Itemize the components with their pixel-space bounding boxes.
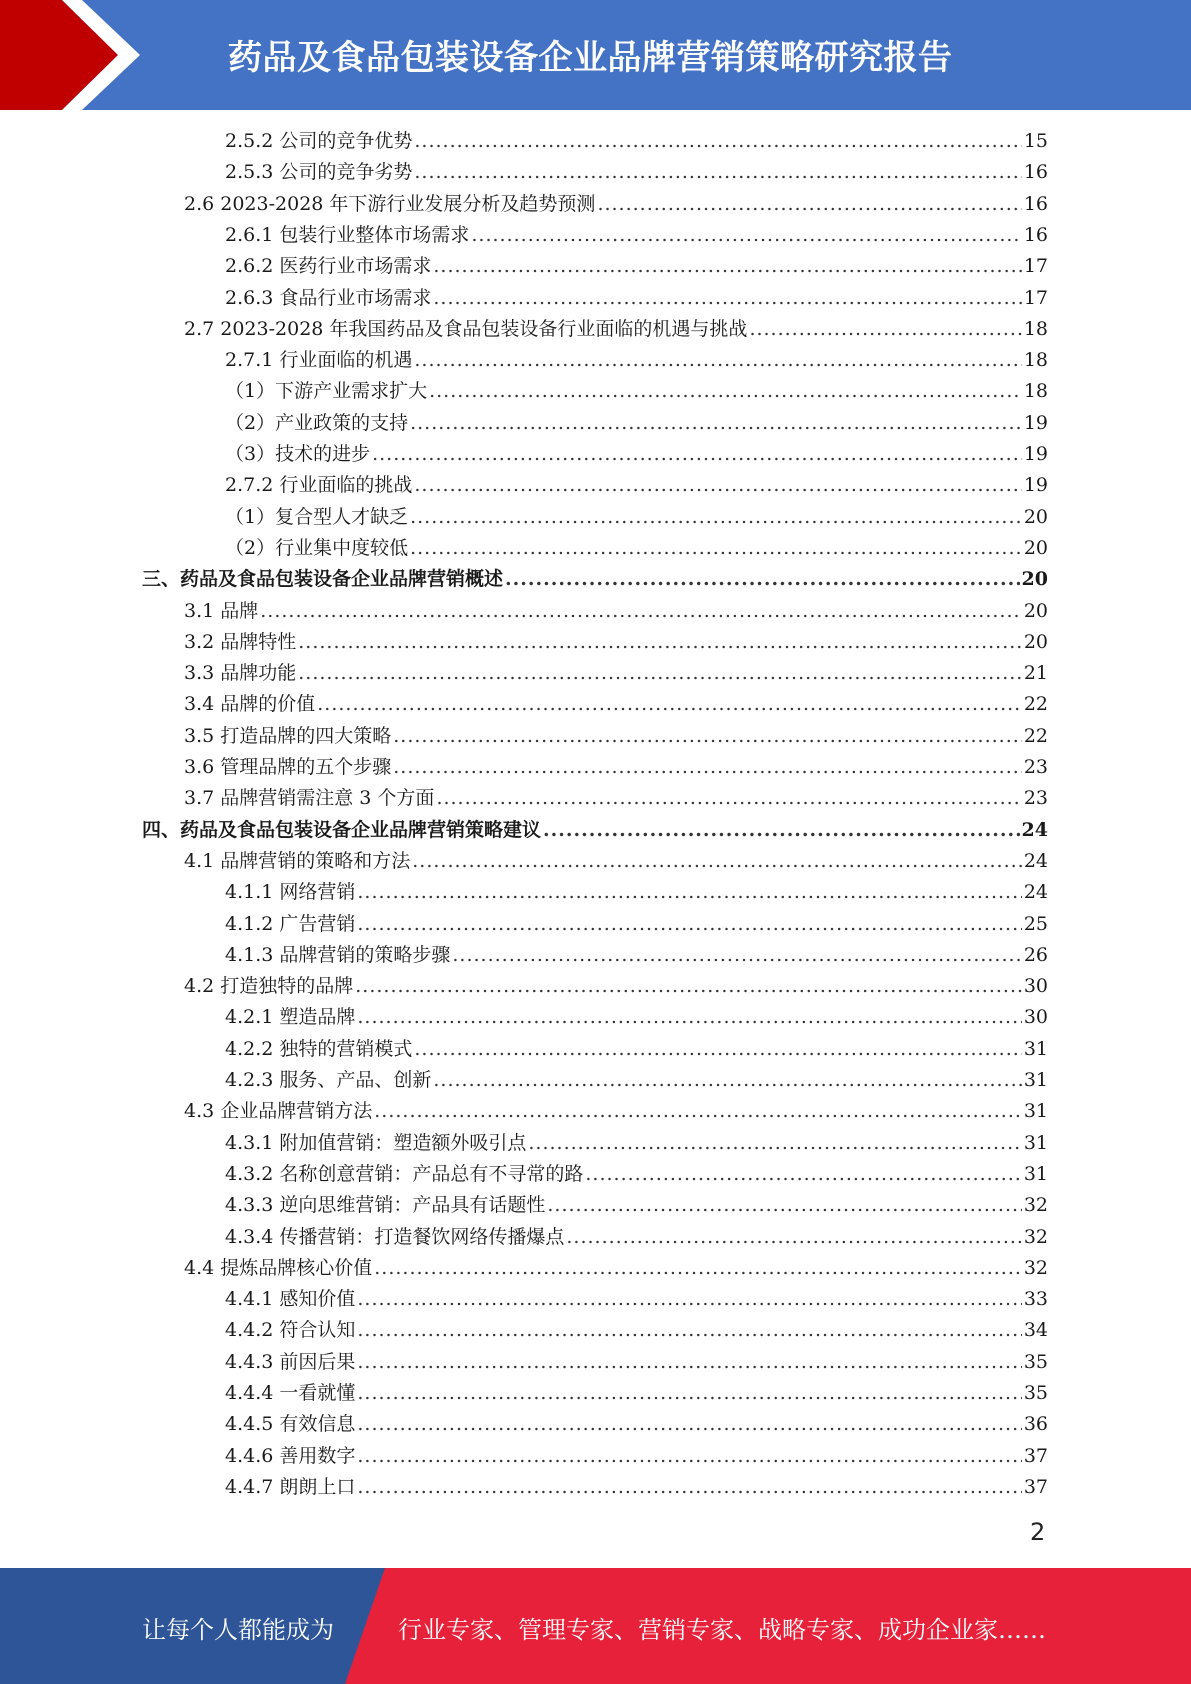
- toc-entry[interactable]: [184, 846, 1048, 877]
- toc-entry[interactable]: [225, 1002, 1048, 1033]
- toc-entry-label: （1）下游产业需求扩大: [225, 380, 428, 403]
- toc-leader-dots: [393, 721, 1022, 752]
- toc-entry[interactable]: [225, 376, 1048, 407]
- toc-entry-page: 19: [1023, 443, 1048, 465]
- toc-leader-dots: [452, 940, 1021, 971]
- toc-entry[interactable]: [184, 189, 1048, 220]
- toc-leader-dots: [414, 345, 1021, 376]
- toc-entry-page: 32: [1023, 1225, 1048, 1248]
- toc-entry-label: 4.3.2 名称创意营销：产品总有不寻常的路: [225, 1162, 584, 1185]
- toc-entry[interactable]: [225, 1034, 1048, 1065]
- toc-entry[interactable]: [184, 971, 1048, 1002]
- toc-leader-dots: [412, 846, 1022, 877]
- toc-entry-label: 4.2 打造独特的品牌: [184, 975, 354, 998]
- toc-entry-page: 20: [1023, 505, 1048, 528]
- toc-entry-page: 32: [1023, 1256, 1048, 1279]
- toc-leader-dots: [357, 877, 1021, 908]
- toc-entry-page: 24: [1021, 818, 1048, 841]
- toc-entry-label: 2.5.3 公司的竞争劣势: [225, 161, 413, 184]
- toc-entry[interactable]: [225, 909, 1048, 940]
- toc-leader-dots: [566, 1222, 1021, 1253]
- toc-entry-label: 4.1.2 广告营销: [225, 912, 356, 935]
- toc-entry-label: 4.1 品牌营销的策略和方法: [184, 849, 411, 872]
- toc-entry-page: 30: [1023, 1006, 1048, 1029]
- toc-entry[interactable]: [225, 1347, 1048, 1378]
- toc-entry-label: 2.7 2023-2028 年我国药品及食品包装设备行业面临的机遇与挑战: [184, 317, 748, 340]
- toc-leader-dots: [585, 1159, 1021, 1190]
- toc-entry-label: （2）行业集中度较低: [225, 536, 409, 559]
- toc-leader-dots: [414, 126, 1021, 157]
- toc-entry[interactable]: [184, 752, 1048, 783]
- toc-leader-dots: [410, 533, 1022, 564]
- toc-entry-page: 16: [1023, 223, 1048, 246]
- toc-entry[interactable]: [225, 408, 1048, 439]
- report-title: 药品及食品包装设备企业品牌营销策略研究报告: [228, 38, 953, 78]
- toc-entry-page: 24: [1023, 849, 1048, 872]
- toc-entry-label: 3.5 打造品牌的四大策略: [184, 724, 392, 747]
- toc-entry-label: 4.3.4 传播营销：打造餐饮网络传播爆点: [225, 1225, 565, 1248]
- toc-entry[interactable]: [142, 815, 1048, 846]
- toc-entry[interactable]: [225, 502, 1048, 533]
- toc-entry-label: 4.4.5 有效信息: [225, 1413, 356, 1436]
- toc-leader-dots: [357, 1002, 1021, 1033]
- toc-leader-dots: [410, 502, 1022, 533]
- toc-leader-dots: [374, 1096, 1022, 1127]
- toc-entry-page: 23: [1023, 756, 1048, 778]
- toc-entry[interactable]: [225, 1409, 1048, 1440]
- toc-entry[interactable]: [184, 721, 1048, 752]
- toc-entry-label: 2.7.2 行业面临的挑战: [225, 474, 413, 497]
- toc-entry-page: 31: [1023, 1100, 1048, 1123]
- toc-leader-dots: [471, 220, 1021, 251]
- toc-entry[interactable]: [184, 783, 1048, 814]
- toc-leader-dots: [505, 564, 1020, 595]
- toc-entry[interactable]: [225, 283, 1048, 314]
- toc-entry[interactable]: [142, 564, 1048, 595]
- toc-entry[interactable]: [184, 689, 1048, 720]
- toc-entry-page: 23: [1023, 787, 1048, 810]
- toc-entry-label: 2.5.2 公司的竞争优势: [225, 130, 413, 152]
- toc-leader-dots: [298, 658, 1022, 689]
- toc-leader-dots: [429, 376, 1022, 407]
- toc-entry-label: 3.7 品牌营销需注意 3 个方面: [184, 787, 435, 810]
- toc-leader-dots: [414, 157, 1021, 188]
- toc-entry-label: 2.6 2023-2028 年下游行业发展分析及趋势预测: [184, 192, 596, 215]
- toc-entry-page: 37: [1023, 1475, 1048, 1498]
- toc-entry-label: 4.4.3 前因后果: [225, 1350, 356, 1373]
- toc-entry-page: 18: [1023, 317, 1048, 340]
- toc-leader-dots: [374, 1253, 1022, 1284]
- toc-entry-page: 20: [1023, 599, 1048, 622]
- toc-entry-label: （3）技术的进步: [225, 443, 371, 465]
- toc-entry[interactable]: [225, 1065, 1048, 1096]
- toc-entry-page: 17: [1023, 286, 1048, 309]
- footer-tagline: 行业专家、管理专家、营销专家、战略专家、成功企业家……: [398, 1616, 1046, 1644]
- toc-entry[interactable]: [225, 1284, 1048, 1315]
- toc-entry-page: 19: [1023, 474, 1048, 497]
- page-header: [0, 0, 1191, 110]
- toc-entry[interactable]: [225, 1472, 1048, 1503]
- toc-leader-dots: [298, 627, 1022, 658]
- toc-entry-label: 2.6.1 包装行业整体市场需求: [225, 223, 470, 246]
- toc-entry[interactable]: [225, 470, 1048, 501]
- toc-entry[interactable]: [225, 251, 1048, 282]
- toc-entry-label: 4.3.1 附加值营销：塑造额外吸引点: [225, 1131, 527, 1154]
- toc-entry-label: 4.4.4 一看就懂: [225, 1382, 356, 1404]
- toc-entry-label: 2.7.1 行业面临的机遇: [225, 349, 413, 372]
- toc-entry-label: 4.4 提炼品牌核心价值: [184, 1256, 373, 1279]
- toc-leader-dots: [433, 1065, 1021, 1096]
- toc-leader-dots: [357, 1315, 1021, 1346]
- toc-leader-dots: [410, 408, 1022, 439]
- toc-leader-dots: [357, 1441, 1021, 1472]
- toc-leader-dots: [597, 189, 1021, 220]
- toc-entry-label: （1）复合型人才缺乏: [225, 505, 409, 528]
- footer-slogan: 让每个人都能成为: [142, 1616, 334, 1644]
- toc-entry-page: 22: [1023, 693, 1048, 716]
- toc-entry[interactable]: [225, 1159, 1048, 1190]
- toc-entry[interactable]: [225, 157, 1048, 188]
- toc-entry[interactable]: [225, 1315, 1048, 1346]
- toc-entry-page: 31: [1023, 1069, 1048, 1091]
- toc-entry[interactable]: [184, 596, 1048, 627]
- toc-entry-label: 4.4.6 善用数字: [225, 1444, 356, 1467]
- toc-leader-dots: [749, 314, 1021, 345]
- toc-entry-label: 3.6 管理品牌的五个步骤: [184, 756, 392, 778]
- toc-entry-page: 16: [1023, 161, 1048, 184]
- toc-entry-label: 3.3 品牌功能: [184, 662, 297, 685]
- toc-entry[interactable]: [225, 439, 1048, 470]
- toc-leader-dots: [317, 689, 1022, 720]
- toc-leader-dots: [543, 815, 1020, 846]
- chevron-decoration-icon: [0, 0, 160, 110]
- toc-leader-dots: [357, 909, 1021, 940]
- toc-entry-page: 31: [1023, 1037, 1048, 1060]
- toc-leader-dots: [355, 971, 1022, 1002]
- toc-leader-dots: [372, 439, 1022, 470]
- toc-entry[interactable]: [184, 658, 1048, 689]
- toc-entry[interactable]: [225, 1190, 1048, 1221]
- toc-entry-label: 三、药品及食品包装设备企业品牌营销概述: [142, 568, 504, 591]
- toc-leader-dots: [528, 1128, 1021, 1159]
- toc-entry[interactable]: [225, 940, 1048, 971]
- toc-leader-dots: [357, 1472, 1021, 1503]
- toc-entry-label: 4.3 企业品牌营销方法: [184, 1100, 373, 1123]
- toc-entry-page: 32: [1023, 1194, 1048, 1217]
- toc-entry-page: 19: [1023, 411, 1048, 434]
- page-footer: [0, 1568, 1191, 1684]
- toc-entry-page: 20: [1021, 568, 1048, 591]
- toc-leader-dots: [433, 251, 1021, 282]
- toc-leader-dots: [433, 283, 1021, 314]
- toc-entry[interactable]: [184, 1253, 1048, 1284]
- toc-entry-label: 4.2.3 服务、产品、创新: [225, 1069, 432, 1091]
- toc-entry-page: 21: [1023, 662, 1048, 685]
- toc-entry-page: 22: [1023, 724, 1048, 747]
- toc-entry[interactable]: [225, 1128, 1048, 1159]
- toc-entry-label: 2.6.3 食品行业市场需求: [225, 286, 432, 309]
- toc-entry-label: 4.4.7 朗朗上口: [225, 1475, 356, 1498]
- toc-entry-label: 3.1 品牌: [184, 599, 259, 622]
- toc-entry-label: 4.1.3 品牌营销的策略步骤: [225, 943, 451, 966]
- toc-entry-page: 34: [1023, 1319, 1048, 1342]
- toc-entry-page: 16: [1023, 192, 1048, 215]
- toc-entry[interactable]: [184, 627, 1048, 658]
- toc-entry-label: 4.2.1 塑造品牌: [225, 1006, 356, 1029]
- toc-entry-page: 20: [1023, 630, 1048, 653]
- toc-entry-page: 31: [1023, 1162, 1048, 1185]
- toc-entry-label: 4.1.1 网络营销: [225, 881, 356, 904]
- toc-entry-label: （2）产业政策的支持: [225, 411, 409, 434]
- toc-entry-label: 2.6.2 医药行业市场需求: [225, 255, 432, 278]
- toc-leader-dots: [357, 1347, 1021, 1378]
- toc-entry-label: 3.2 品牌特性: [184, 630, 297, 653]
- page-number: 2: [1030, 1518, 1046, 1546]
- toc-entry-label: 3.4 品牌的价值: [184, 693, 316, 716]
- toc-entry-page: 33: [1023, 1288, 1048, 1311]
- toc-entry-page: 18: [1023, 380, 1048, 403]
- toc-entry[interactable]: [225, 1441, 1048, 1472]
- toc-leader-dots: [357, 1409, 1021, 1440]
- toc-entry[interactable]: [225, 126, 1048, 157]
- toc-leader-dots: [414, 470, 1021, 501]
- toc-entry[interactable]: [225, 1222, 1048, 1253]
- toc-entry-page: 17: [1023, 255, 1048, 278]
- toc-entry-page: 31: [1023, 1131, 1048, 1154]
- toc-entry-label: 四、药品及食品包装设备企业品牌营销策略建议: [142, 818, 542, 841]
- toc-entry[interactable]: [225, 1378, 1048, 1409]
- toc-entry[interactable]: [225, 877, 1048, 908]
- toc-entry-page: 20: [1023, 536, 1048, 559]
- toc-entry-page: 24: [1023, 881, 1048, 904]
- toc-entry-label: 4.4.2 符合认知: [225, 1319, 356, 1342]
- toc-entry[interactable]: [225, 220, 1048, 251]
- toc-leader-dots: [414, 1034, 1021, 1065]
- toc-entry-page: 26: [1023, 943, 1048, 966]
- toc-entry[interactable]: [225, 533, 1048, 564]
- toc-entry-page: 25: [1023, 912, 1048, 935]
- toc-leader-dots: [260, 596, 1022, 627]
- toc-entry[interactable]: [184, 314, 1048, 345]
- toc-entry-page: 37: [1023, 1444, 1048, 1467]
- toc-leader-dots: [393, 752, 1022, 783]
- toc-leader-dots: [357, 1284, 1021, 1315]
- toc-entry[interactable]: [225, 345, 1048, 376]
- toc-entry-page: 30: [1023, 975, 1048, 998]
- toc-entry-page: 36: [1023, 1413, 1048, 1436]
- toc-entry-label: 4.2.2 独特的营销模式: [225, 1037, 413, 1060]
- toc-leader-dots: [436, 783, 1021, 814]
- toc-entry-label: 4.4.1 感知价值: [225, 1288, 356, 1311]
- toc-entry-page: 35: [1023, 1382, 1048, 1404]
- toc-entry-page: 15: [1023, 130, 1048, 152]
- toc-leader-dots: [357, 1378, 1021, 1409]
- toc-entry-label: 4.3.3 逆向思维营销：产品具有话题性: [225, 1194, 546, 1217]
- toc-entry-page: 18: [1023, 349, 1048, 372]
- toc-entry-page: 35: [1023, 1350, 1048, 1373]
- toc-leader-dots: [547, 1190, 1021, 1221]
- toc-entry[interactable]: [184, 1096, 1048, 1127]
